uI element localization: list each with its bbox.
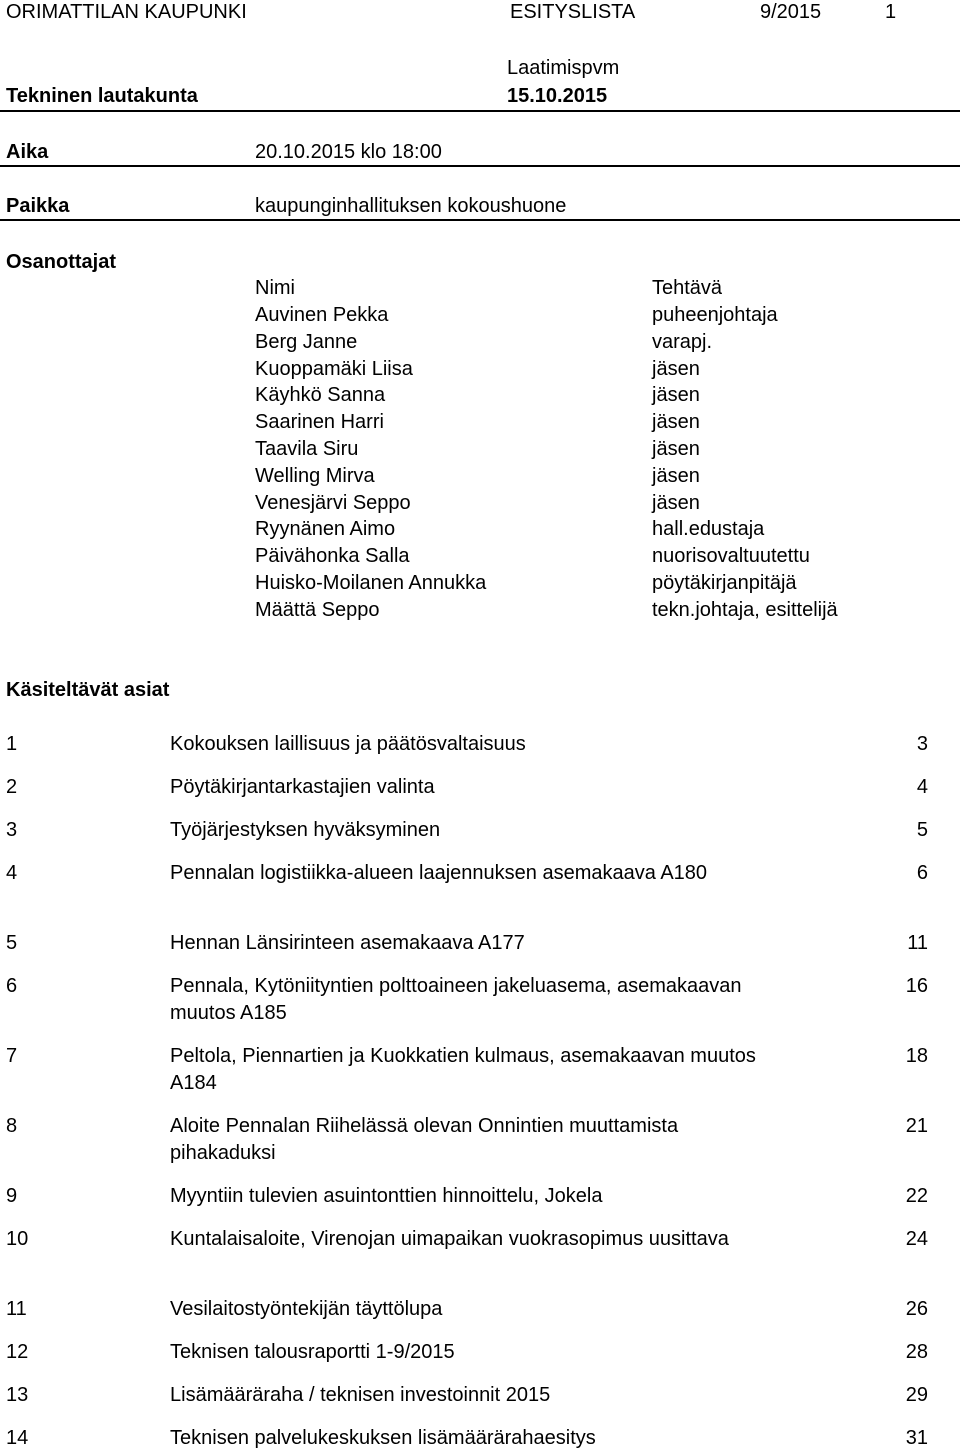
agenda-item-title: Pennalan logistiikka-alueen laajennuksen asemakaava A180 [170,862,708,884]
agenda-item-page: 6 [916,862,928,884]
agenda-item-number: 1 [6,733,18,755]
time-rule [0,165,960,167]
preparation-date: 15.10.2015 [507,85,608,107]
agenda-label: Käsiteltävät asiat [6,679,170,701]
participant-name: Taavila Siru [255,438,359,460]
agenda-item-page: 4 [916,776,928,798]
participant-role: tekn.johtaja, esittelijä [652,599,838,621]
agenda-item-page: 22 [905,1185,928,1207]
participant-name: Ryynänen Aimo [255,518,396,540]
participant-name: Määttä Seppo [255,599,380,621]
participants-role-header: Tehtävä [652,277,723,299]
agenda-item-title: Teknisen talousraportti 1-9/2015 [170,1341,455,1363]
participant-name: Venesjärvi Seppo [255,492,411,514]
document-type: ESITYSLISTA [510,1,636,23]
agenda-item-title: Kokouksen laillisuus ja päätösvaltaisuus [170,733,526,755]
place-rule [0,219,960,221]
agenda-item-title: Myyntiin tulevien asuintonttien hinnoittelu, Jokela [170,1185,603,1207]
participant-name: Berg Janne [255,331,358,353]
agenda-item-title: Työjärjestyksen hyväksyminen [170,819,441,841]
time-label: Aika [6,141,49,163]
agenda-item-number: 6 [6,975,18,997]
participant-name: Saarinen Harri [255,411,384,433]
agenda-item-title: Peltola, Piennartien ja Kuokkatien kulmaus, asemakaavan muutos A184 [170,1045,756,1094]
agenda-item-number: 13 [6,1384,29,1406]
agenda-item-page: 18 [905,1045,928,1067]
participant-role: nuorisovaltuutettu [652,545,810,567]
participants-label: Osanottajat [6,251,117,273]
agenda-item-number: 10 [6,1228,29,1250]
agenda-item-number: 4 [6,862,18,884]
agenda-item-page: 29 [905,1384,928,1406]
participant-name: Kuoppamäki Liisa [255,358,413,380]
participant-role: puheenjohtaja [652,304,778,326]
participant-role: jäsen [652,492,700,514]
date-label: Laatimispvm [507,57,620,79]
document-number: 9/2015 [760,1,822,23]
agenda-item-page: 21 [905,1115,928,1137]
agenda-item-title: Pöytäkirjantarkastajien valinta [170,776,435,798]
time-value: 20.10.2015 klo 18:00 [255,141,442,163]
agenda-item-page: 3 [916,733,928,755]
participant-role: jäsen [652,438,700,460]
participant-name: Päivähonka Salla [255,545,410,567]
participant-role: hall.edustaja [652,518,765,540]
agenda-item-title: Aloite Pennalan Riihelässä olevan Onnintien muuttamista pihakaduksi [170,1115,679,1164]
agenda-item-number: 3 [6,819,18,841]
agenda-item-title: Lisämääräraha / teknisen investoinnit 2015 [170,1384,551,1406]
participants-name-header: Nimi [255,277,295,299]
participant-role: varapj. [652,331,713,353]
participant-role: jäsen [652,384,700,406]
agenda-item-page: 26 [905,1298,928,1320]
agenda-item-title: Kuntalaisaloite, Virenojan uimapaikan vuokrasopimus uusittava [170,1228,729,1250]
agenda-item-page: 31 [905,1427,928,1449]
agenda-item-number: 12 [6,1341,29,1363]
participant-role: jäsen [652,411,700,433]
agenda-item-page: 5 [916,819,928,841]
org-name: ORIMATTILAN KAUPUNKI [6,1,247,23]
agenda-item-title: Vesilaitostyöntekijän täyttölupa [170,1298,443,1320]
participant-name: Käyhkö Sanna [255,384,386,406]
board-name: Tekninen lautakunta [6,85,198,107]
agenda-item-number: 8 [6,1115,18,1137]
participant-name: Welling Mirva [255,465,375,487]
header-rule [0,110,960,112]
place-value: kaupunginhallituksen kokoushuone [255,195,567,217]
agenda-item-page: 11 [907,932,928,954]
agenda-item-number: 2 [6,776,18,798]
agenda-item-page: 24 [905,1228,928,1250]
agenda-item-number: 14 [6,1427,29,1449]
agenda-item-number: 7 [6,1045,18,1067]
agenda-item-page: 28 [905,1341,928,1363]
agenda-item-title: Teknisen palvelukeskuksen lisämäärärahaesitys [170,1427,596,1449]
agenda-item-page: 16 [905,975,928,997]
place-label: Paikka [6,195,70,217]
participant-role: pöytäkirjanpitäjä [652,572,797,594]
agenda-item-number: 11 [6,1298,27,1320]
agenda-item-title: Pennala, Kytöniityntien polttoaineen jakeluasema, asemakaavan muutos A185 [170,975,742,1024]
page-number: 1 [885,1,897,23]
participant-name: Huisko-Moilanen Annukka [255,572,487,594]
participant-role: jäsen [652,465,700,487]
agenda-item-number: 5 [6,932,18,954]
participant-role: jäsen [652,358,700,380]
participant-name: Auvinen Pekka [255,304,389,326]
agenda-item-title: Hennan Länsirinteen asemakaava A177 [170,932,525,954]
agenda-item-number: 9 [6,1185,18,1207]
